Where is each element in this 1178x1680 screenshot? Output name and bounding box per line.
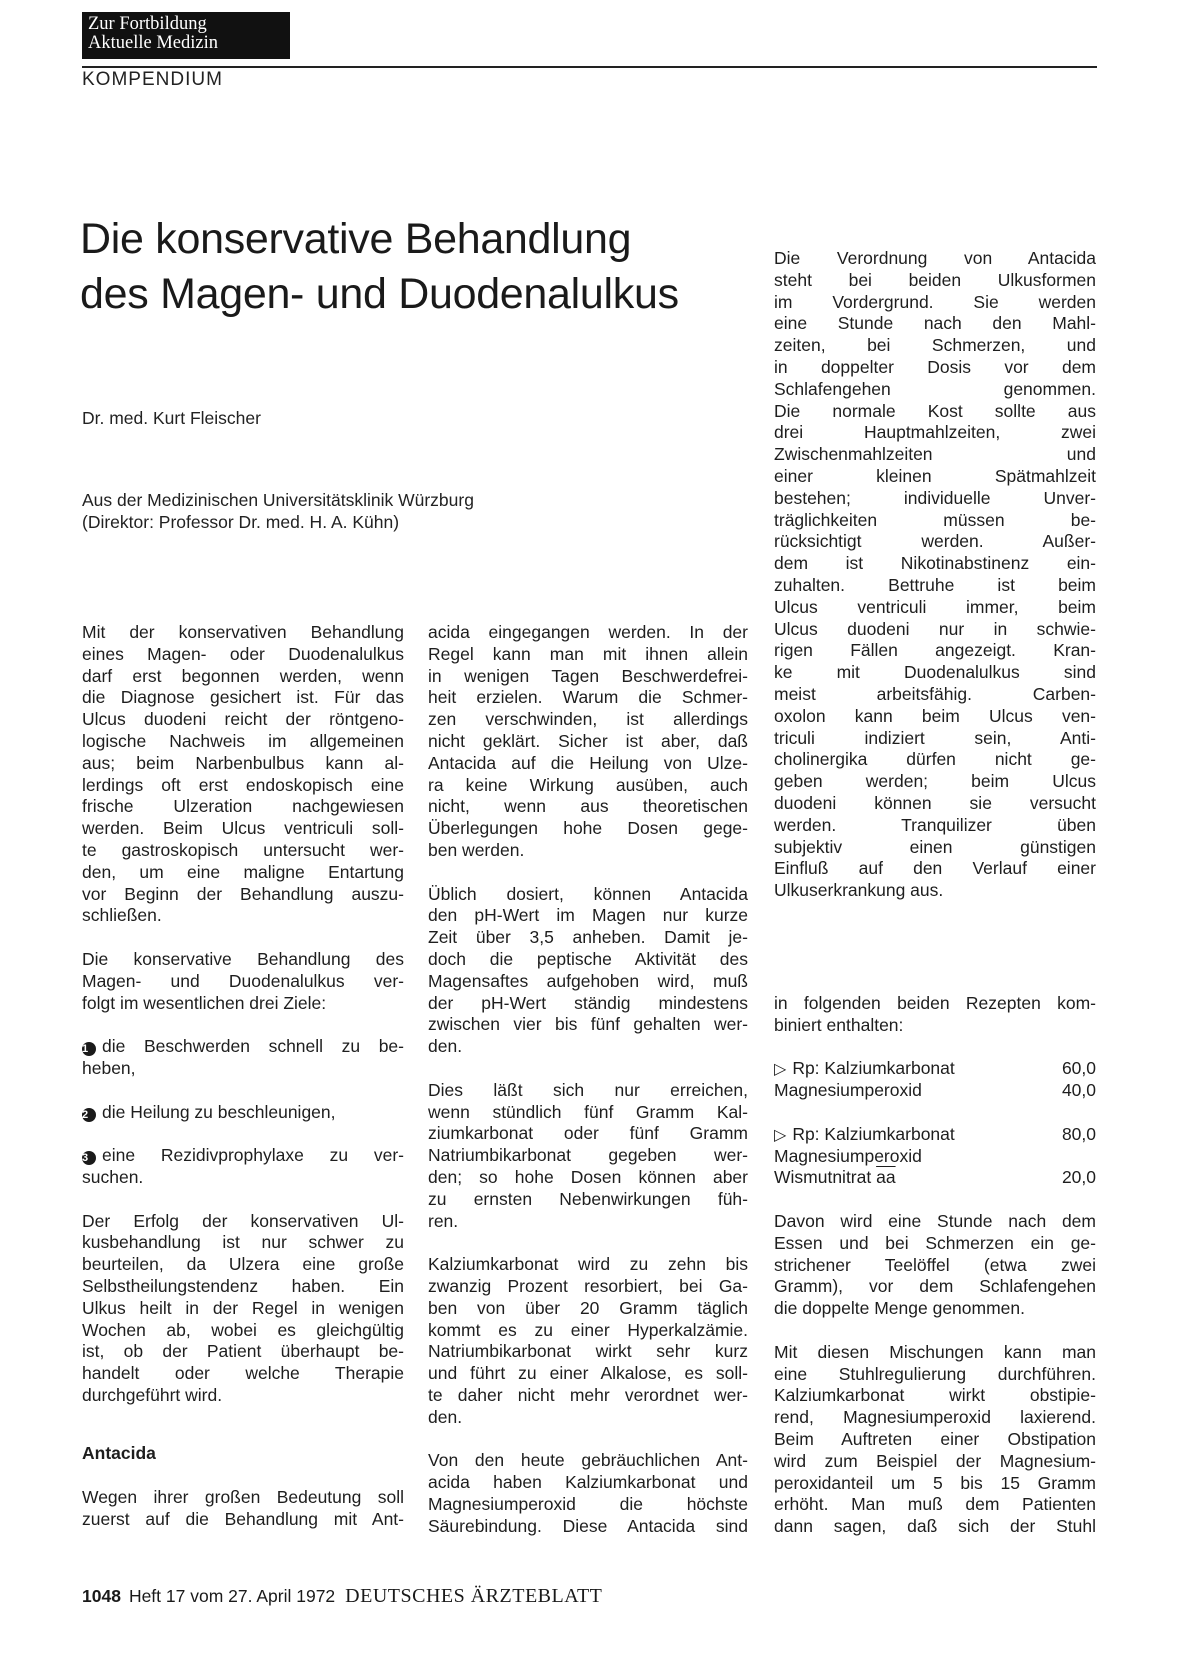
text-line: zu ernsten Nebenwirkungen füh- — [428, 1188, 748, 1209]
text-line: heit erzielen. Warum die Schmer- — [428, 687, 748, 708]
bullet-number-icon: 3 — [82, 1151, 96, 1165]
paragraph — [82, 622, 404, 927]
recipe-amount: 60,0 — [1061, 1058, 1096, 1079]
text-line: dann sagen, daß sich der Stuhl — [774, 1516, 1096, 1537]
text-line: peroxidanteil um 5 bis 15 Gramm — [774, 1472, 1096, 1493]
paragraph — [428, 622, 748, 862]
goal-line: 1 die Beschwerden schnell zu be- — [82, 1036, 404, 1057]
text-line: ra keine Wirkung ausüben, auch — [428, 774, 748, 795]
page-number: 1048 — [82, 1586, 121, 1606]
goal-line: suchen. — [82, 1166, 144, 1187]
text-line: die Diagnose gesichert ist. Für das — [82, 687, 404, 708]
header-rule — [82, 66, 1097, 68]
recipe-row: Magnesiumperoxid 40,0 — [774, 1080, 1096, 1101]
text-line: ben von über 20 Gramm täglich — [428, 1297, 748, 1318]
text-line: einer kleinen Spätmahlzeit — [774, 465, 1096, 486]
goal-3 — [82, 1145, 404, 1189]
text-line: zuhalten. Bettruhe ist beim — [774, 574, 1096, 595]
text-line: in doppelter Dosis vor dem — [774, 356, 1096, 377]
text-line: kusbehandlung ist nur schwer zu — [82, 1232, 404, 1253]
text-line: kommt es zu einer Hyperkalzämie. — [428, 1319, 748, 1340]
paragraph — [774, 1342, 1096, 1538]
paragraph — [428, 1450, 748, 1537]
text-line: Natriumbikarbonat wirkt sehr kurz — [428, 1341, 748, 1362]
text-line: Von den heute gebräuchlichen Ant- — [428, 1450, 748, 1471]
text-line: aus; beim Narbenbulbus kann al- — [82, 752, 404, 773]
text-line: eine Stunde nach den Mahl- — [774, 313, 1096, 334]
text-line: Zwischenmahlzeiten und — [774, 444, 1096, 465]
author: Dr. med. Kurt Fleischer — [82, 408, 261, 428]
text-line: Schlafengehen genommen. — [774, 378, 1096, 399]
text-line: erhöht. Man muß dem Patienten — [774, 1494, 1096, 1515]
article-title — [80, 212, 780, 322]
paragraph — [428, 1080, 748, 1233]
text-line: cholinergika dürfen nicht ge- — [774, 749, 1096, 770]
text-line: ren. — [428, 1210, 459, 1231]
text-line: Kalziumkarbonat wird zu zehn bis — [428, 1254, 748, 1275]
text-line: te daher nicht mehr verordnet wer- — [428, 1384, 748, 1405]
text-line: Üblich dosiert, können Antacida — [428, 883, 748, 904]
text-line: drei Hauptmahlzeiten, zwei — [774, 422, 1096, 443]
text-line: wird zum Beispiel der Magnesium- — [774, 1450, 1096, 1471]
text-line: den, um eine maligne Entartung — [82, 861, 404, 882]
text-line: geben werden; beim Ulcus — [774, 771, 1096, 792]
text-line: steht bei beiden Ulkusformen — [774, 269, 1096, 290]
text-line: und führt zu einer Alkalose, es soll- — [428, 1363, 748, 1384]
paragraph — [774, 248, 1096, 902]
text-line: folgt im wesentlichen drei Ziele: — [82, 992, 327, 1013]
text-line: werden. Tranquilizer üben — [774, 814, 1096, 835]
text-line: vor Beginn der Behandlung auszu- — [82, 883, 404, 904]
text-line: ziumkarbonat oder fünf Gramm — [428, 1123, 748, 1144]
text-line: beurteilen, da Ulzera eine große — [82, 1254, 404, 1275]
text-line: zeiten, bei Schmerzen, und — [774, 335, 1096, 356]
text-line: rend, Magnesiumperoxid laxierend. — [774, 1407, 1096, 1428]
text-line: Kalziumkarbonat wirkt obstipie- — [774, 1385, 1096, 1406]
text-line: durchgeführt wird. — [82, 1384, 223, 1405]
text-line: Antacida auf die Heilung von Ulze- — [428, 752, 748, 773]
goal-2 — [82, 1102, 404, 1124]
text-line: lerdings oft erst endoskopisch eine — [82, 774, 404, 795]
text-line: duodeni können sie versucht — [774, 792, 1096, 813]
paragraph — [82, 1487, 404, 1531]
text-line: acida eingegangen werden. In der — [428, 622, 748, 642]
text-line: Zeit über 3,5 anheben. Damit je- — [428, 927, 748, 948]
text-line: den. — [428, 1406, 463, 1427]
text-line: der pH-Wert ständig mindestens — [428, 992, 748, 1013]
column-1 — [82, 622, 404, 1531]
text-line: te gastroskopisch untersucht wer- — [82, 839, 404, 860]
text-line: nicht geklärt. Sicher ist aber, daß — [428, 730, 748, 751]
triangle-right-icon: ▷ — [774, 1126, 787, 1144]
column-2 — [428, 622, 748, 1537]
bullet-number-icon: 2 — [82, 1108, 96, 1122]
rubric-line-1: Zur Fortbildung — [88, 14, 207, 34]
text-line: dem ist Nikotinabstinenz ein- — [774, 553, 1096, 574]
text-line: Magensaftes aufgehoben wird, muß — [428, 970, 748, 991]
recipe-amount: 80,0 — [1061, 1123, 1096, 1144]
text-line: ke mit Duodenalulkus sind — [774, 662, 1096, 683]
paragraph — [428, 884, 748, 1058]
text-line: zuerst auf die Behandlung mit Ant- — [82, 1508, 404, 1529]
ana-partes-mark: $\overline{aa}$ — [876, 1167, 896, 1188]
text-line: rücksichtigt werden. Außer- — [774, 531, 1096, 552]
text-line: ben werden. — [428, 839, 525, 860]
paragraph — [774, 993, 1096, 1037]
text-line: in folgenden beiden Rezepten kom- — [774, 993, 1096, 1013]
text-line: Selbstheilungstendenz haben. Ein — [82, 1275, 404, 1296]
goal-1 — [82, 1036, 404, 1080]
text-line: Mit diesen Mischungen kann man — [774, 1341, 1096, 1362]
text-line: nicht, wenn aus theoretischen — [428, 796, 748, 817]
page-footer — [82, 1585, 602, 1608]
column-3-top — [774, 248, 1096, 902]
text-line: Ulcus ventriculi immer, beim — [774, 596, 1096, 617]
text-line: Die normale Kost sollte aus — [774, 400, 1096, 421]
text-line: Davon wird eine Stunde nach dem — [774, 1210, 1096, 1231]
bullet-number-icon: 1 — [82, 1042, 96, 1056]
text-line: Magnesiumperoxid die höchste — [428, 1493, 748, 1514]
goal-line: heben, — [82, 1057, 136, 1078]
text-line: zen verschwinden, ist allerdings — [428, 709, 748, 730]
text-line: Ulcus duodeni nur in schwie- — [774, 618, 1096, 639]
text-line: den; so hohe Dosen können aber — [428, 1166, 748, 1187]
text-line: darf erst begonnen werden, wenn — [82, 665, 404, 686]
affiliation-line-1: Aus der Medizinischen Universitätsklinik Würzburg — [82, 490, 474, 510]
text-line: Ulkuserkrankung aus. — [774, 880, 944, 901]
text-line: wenn stündlich fünf Gramm Kal- — [428, 1101, 748, 1122]
text-line: Ulcus duodeni reicht der röntgeno- — [82, 709, 404, 730]
recipe-2 — [774, 1124, 1096, 1189]
text-line: ist, ob der Patient überhaupt be- — [82, 1341, 404, 1362]
text-line: schließen. — [82, 905, 162, 926]
text-line: Der Erfolg der konservativen Ul- — [82, 1210, 404, 1231]
text-line: handelt oder welche Therapie — [82, 1363, 404, 1384]
paragraph — [428, 1254, 748, 1428]
rubric-line-2: Aktuelle Medizin — [88, 33, 218, 53]
text-line: Magen- und Duodenalulkus ver- — [82, 970, 404, 991]
text-line: rigen Fällen angezeigt. Kran- — [774, 640, 1096, 661]
text-line: eine Stuhlregulierung durchführen. — [774, 1363, 1096, 1384]
recipe-amount: 20,0 — [1061, 1167, 1096, 1188]
text-line: Beim Auftreten einer Obstipation — [774, 1428, 1096, 1449]
affiliation — [82, 489, 474, 533]
paragraph — [82, 1211, 404, 1407]
text-line: eines Magen- oder Duodenalulkus — [82, 643, 404, 664]
text-line: oxolon kann beim Ulcus ven- — [774, 705, 1096, 726]
text-line: Dies läßt sich nur erreichen, — [428, 1079, 748, 1100]
text-line: Einfluß auf den Verlauf einer — [774, 858, 1096, 879]
section-label: KOMPENDIUM — [82, 69, 223, 90]
recipe-1 — [774, 1058, 1096, 1102]
goal-line: 3 eine Rezidivprophylaxe zu ver- — [82, 1145, 404, 1166]
title-line-2: des Magen- und Duodenalulkus — [80, 270, 679, 318]
text-line: biniert enthalten: — [774, 1014, 904, 1035]
column-3-bottom — [774, 993, 1096, 1538]
text-line: subjektiv einen günstigen — [774, 836, 1096, 857]
text-line: Wegen ihrer großen Bedeutung soll — [82, 1487, 404, 1508]
text-line: strichener Teelöffel (etwa zwei — [774, 1254, 1096, 1275]
text-line: träglichkeiten müssen be- — [774, 509, 1096, 530]
text-line: doch die peptische Aktivität des — [428, 948, 748, 969]
text-line: Die Verordnung von Antacida — [774, 248, 1096, 268]
text-line: zwanzig Prozent resorbiert, bei Ga- — [428, 1275, 748, 1296]
text-line: frische Ulzeration nachgewiesen — [82, 796, 404, 817]
text-line: werden. Beim Ulcus ventriculi soll- — [82, 818, 404, 839]
text-line: Wochen ab, wobei es gleichgültig — [82, 1319, 404, 1340]
text-line: Säurebindung. Diese Antacida sind — [428, 1515, 748, 1536]
issue-info: Heft 17 vom 27. April 1972 — [128, 1586, 336, 1606]
text-line: zwischen vier bis fünf gehalten wer- — [428, 1014, 748, 1035]
text-line: den. — [428, 1036, 463, 1057]
text-line: Überlegungen hohe Dosen gege- — [428, 818, 748, 839]
triangle-right-icon: ▷ — [774, 1061, 787, 1079]
text-line: Natriumbikarbonat gegeben wer- — [428, 1145, 748, 1166]
recipe-row: ▷ Rp: Kalziumkarbonat 80,0 — [774, 1123, 1096, 1144]
text-line: Essen und bei Schmerzen ein ge- — [774, 1232, 1096, 1253]
recipe-amount: 40,0 — [1061, 1080, 1096, 1101]
recipe-row: Magnesiumperoxid — [774, 1145, 922, 1166]
text-line: Mit der konservativen Behandlung — [82, 622, 404, 642]
text-line: triculi indiziert sein, Anti- — [774, 727, 1096, 748]
paragraph — [774, 1211, 1096, 1320]
recipe-row: Wismutnitrat $\overline{aa}$ 20,0 — [774, 1167, 1096, 1188]
section-heading: Antacida — [82, 1443, 156, 1464]
goal-line: 2 die Heilung zu beschleunigen, — [82, 1101, 336, 1122]
text-line: Ulkus heilt in der Regel in wenigen — [82, 1297, 404, 1318]
text-line: Regel kann man mit ihnen allein — [428, 643, 748, 664]
text-line: die doppelte Menge genommen. — [774, 1298, 1026, 1319]
title-line-1: Die konservative Behandlung — [80, 215, 632, 263]
recipe-row: ▷ Rp: Kalziumkarbonat 60,0 — [774, 1058, 1096, 1079]
text-line: meist arbeitsfähig. Carben- — [774, 683, 1096, 704]
text-line: acida haben Kalziumkarbonat und — [428, 1472, 748, 1493]
text-line: den pH-Wert im Magen nur kurze — [428, 905, 748, 926]
rubric-badge — [82, 12, 290, 59]
text-line: Die konservative Behandlung des — [82, 948, 404, 969]
text-line: Gramm), vor dem Schlafengehen — [774, 1276, 1096, 1297]
text-line: logische Nachweis im allgemeinen — [82, 730, 404, 751]
affiliation-line-2: (Direktor: Professor Dr. med. H. A. Kühn) — [82, 512, 400, 532]
text-line: bestehen; individuelle Unver- — [774, 487, 1096, 508]
paragraph — [82, 949, 404, 1014]
text-line: in wenigen Tagen Beschwerdefrei- — [428, 665, 748, 686]
journal-name: DEUTSCHES ÄRZTEBLATT — [345, 1585, 603, 1607]
text-line: im Vordergrund. Sie werden — [774, 291, 1096, 312]
